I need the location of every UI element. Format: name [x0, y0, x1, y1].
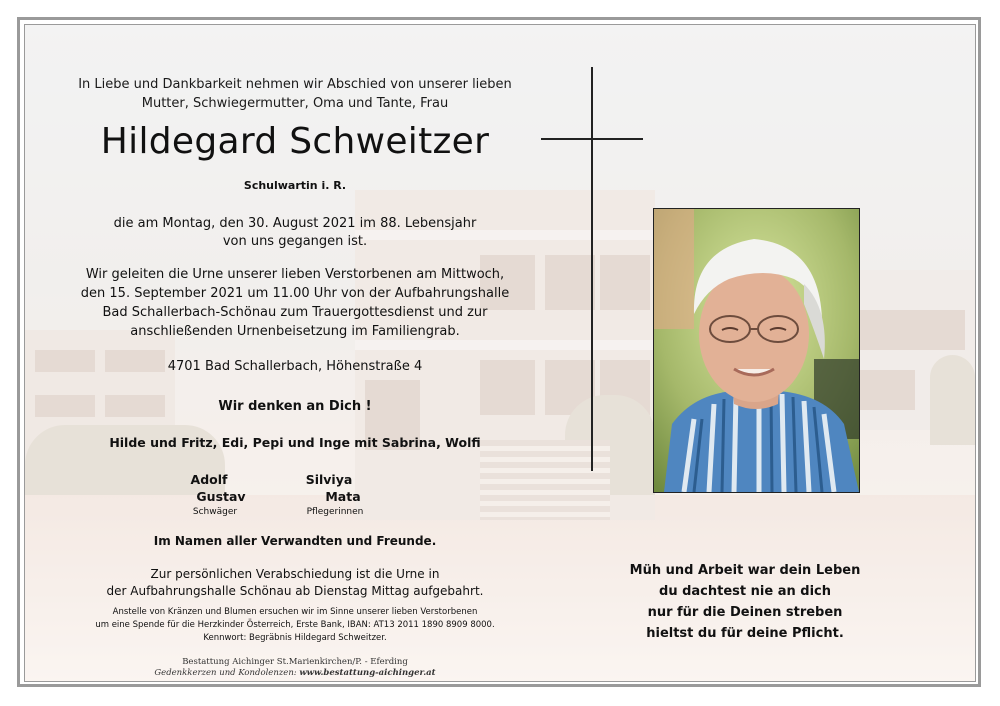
- relative-role: Schwäger: [192, 507, 238, 517]
- farewell-line-2: der Aufbahrungshalle Schönau ab Dienstag Mittag aufgebahrt.: [106, 584, 484, 598]
- address: 4701 Bad Schallerbach, Höhenstraße 4: [167, 359, 423, 374]
- death-notice: [85, 215, 505, 251]
- memorial-verse: [595, 560, 895, 644]
- closing-line: Im Namen aller Verwandten und Freunde.: [153, 534, 437, 548]
- undertaker-info: [115, 657, 475, 679]
- undertaker-website-link[interactable]: www.bestattung-aichinger.at: [299, 668, 436, 678]
- deceased-name: Hildegard Schweitzer: [100, 121, 490, 162]
- verse-line-4: hieltst du für deine Pflicht.: [646, 626, 844, 641]
- intro-line-2: Mutter, Schwiegermutter, Oma und Tante, Frau: [141, 96, 449, 111]
- farewell-line-1: Zur persönlichen Verabschiedung ist die Urne in: [150, 567, 440, 581]
- donation-line-1: Anstelle von Kränzen und Blumen ersuchen wir im Sinne unserer lieben Verstorbenen: [112, 607, 478, 617]
- relative-name: Adolf: [190, 472, 228, 487]
- relatives-group-caregivers: [280, 471, 390, 519]
- undertaker-line-1: Bestattung Aichinger St.Marienkirchen/P. - Eferding: [182, 657, 408, 667]
- donation-line-2: um eine Spende für die Herzkinder Österreich, Erste Bank, IBAN: AT13 2011 1890 8909 8000.: [95, 620, 495, 630]
- inner-frame: [24, 24, 976, 682]
- remembrance-line: Wir denken an Dich !: [218, 399, 372, 414]
- death-line-2: von uns gegangen ist.: [222, 234, 368, 249]
- funeral-details: [55, 265, 535, 341]
- relative-role: Pflegerinnen: [306, 507, 364, 517]
- farewell-notice: [75, 566, 515, 600]
- donation-notice: [65, 606, 525, 645]
- donation-line-3: Kennwort: Begräbnis Hildegard Schweitzer.: [203, 633, 387, 643]
- portrait-photo: [653, 208, 860, 493]
- undertaker-line-2: [115, 668, 475, 679]
- relative-name: Mata: [325, 489, 361, 504]
- relative-name: Gustav: [196, 489, 246, 504]
- family-names: Hilde und Fritz, Edi, Pepi und Inge mit Sabrina, Wolfi: [109, 435, 481, 450]
- intro-line-1: In Liebe und Dankbarkeit nehmen wir Abschied von unserer lieben: [78, 77, 512, 92]
- verse-line-2: du dachtest nie an dich: [659, 584, 831, 599]
- funeral-line-1: Wir geleiten die Urne unserer lieben Verstorbenen am Mittwoch,: [85, 267, 505, 282]
- verse-line-3: nur für die Deinen streben: [647, 605, 843, 620]
- relative-name: Silviya: [305, 472, 353, 487]
- funeral-line-3: Bad Schallerbach-Schönau zum Trauergottesdienst und zur: [102, 305, 488, 320]
- relatives-group-brothers-in-law: [165, 471, 265, 519]
- funeral-line-4: anschließenden Urnenbeisetzung im Familiengrab.: [130, 324, 460, 339]
- verse-line-1: Müh und Arbeit war dein Leben: [629, 563, 861, 578]
- intro-text: [65, 75, 525, 113]
- condolence-label: Gedenkkerzen und Kondolenzen:: [154, 668, 300, 678]
- funeral-line-2: den 15. September 2021 um 11.00 Uhr von der Aufbahrungshalle: [80, 286, 510, 301]
- deceased-title: Schulwartin i. R.: [243, 179, 347, 192]
- death-line-1: die am Montag, den 30. August 2021 im 88. Lebensjahr: [113, 216, 477, 231]
